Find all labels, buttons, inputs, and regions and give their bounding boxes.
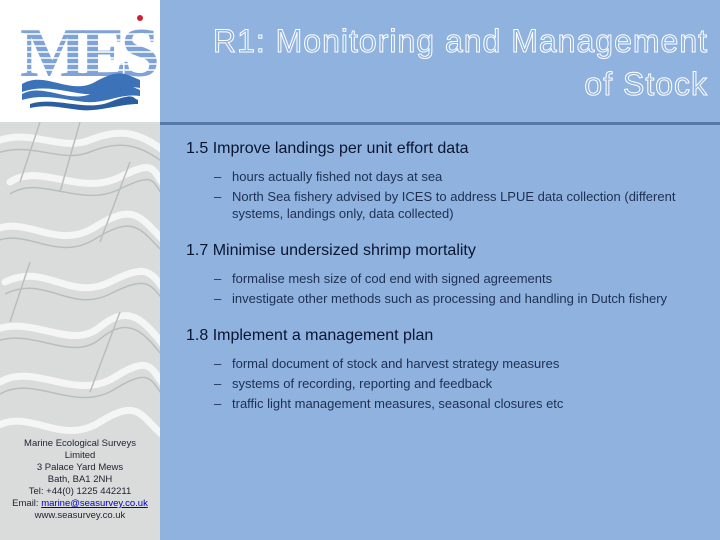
bullet-dash: – — [214, 291, 222, 306]
contact-info — [0, 438, 160, 522]
bullet-text: hours actually fished not days at sea — [232, 169, 443, 184]
contact-address-line1: 3 Palace Yard Mews — [36, 462, 124, 473]
bullet-item — [186, 270, 686, 287]
bullet-dash: – — [214, 396, 222, 411]
contact-email-line — [0, 498, 160, 510]
bullet-text: traffic light management measures, seasonal closures etc — [232, 396, 564, 411]
bullet-item — [186, 188, 686, 222]
title-divider — [160, 122, 720, 125]
contact-email-label: Email: — [12, 498, 42, 509]
slide-content — [186, 138, 686, 430]
section-management-plan — [186, 325, 686, 412]
bullet-text: systems of recording, reporting and feedback — [232, 376, 493, 391]
bullet-item — [186, 375, 686, 392]
mes-logo-icon — [0, 0, 160, 122]
bullet-text: North Sea fishery advised by ICES to address LPUE data collection (different systems, landings only, data collected) — [232, 189, 676, 221]
title-line-2: of Stock — [584, 66, 708, 102]
page-title — [170, 20, 708, 106]
bullet-dash: – — [214, 356, 222, 371]
title-area — [160, 0, 720, 122]
bullet-item — [186, 168, 686, 185]
section-heading: 1.8 Implement a management plan — [186, 327, 434, 344]
section-heading: 1.5 Improve landings per unit effort data — [186, 140, 469, 157]
bullet-item — [186, 355, 686, 372]
bullet-dash: – — [214, 376, 222, 391]
bullet-text: formal document of stock and harvest strategy measures — [232, 356, 560, 371]
left-panel — [0, 0, 160, 540]
bullet-dash: – — [214, 189, 222, 204]
contact-address-line2: Bath, BA1 2NH — [47, 474, 113, 485]
section-landings — [186, 138, 686, 222]
bullet-dash: – — [214, 271, 222, 286]
email-link[interactable]: marine@seasurvey.co.uk — [41, 498, 148, 509]
bullet-text: formalise mesh size of cod end with signed agreements — [232, 271, 553, 286]
section-heading: 1.7 Minimise undersized shrimp mortality — [186, 242, 476, 259]
contact-company-suffix: Limited — [64, 450, 96, 461]
logo-area — [0, 0, 160, 122]
contact-website: www.seasurvey.co.uk — [34, 510, 126, 521]
section-undersized-shrimp — [186, 240, 686, 307]
contact-phone: Tel: +44(0) 1225 442211 — [28, 486, 132, 497]
bullet-item — [186, 290, 686, 307]
bullet-text: investigate other methods such as processing and handling in Dutch fishery — [232, 291, 668, 306]
bullet-dash: – — [214, 169, 222, 184]
contact-company: Marine Ecological Surveys — [24, 438, 136, 449]
bullet-item — [186, 395, 686, 412]
title-line-1: R1: Monitoring and Management — [212, 23, 708, 59]
